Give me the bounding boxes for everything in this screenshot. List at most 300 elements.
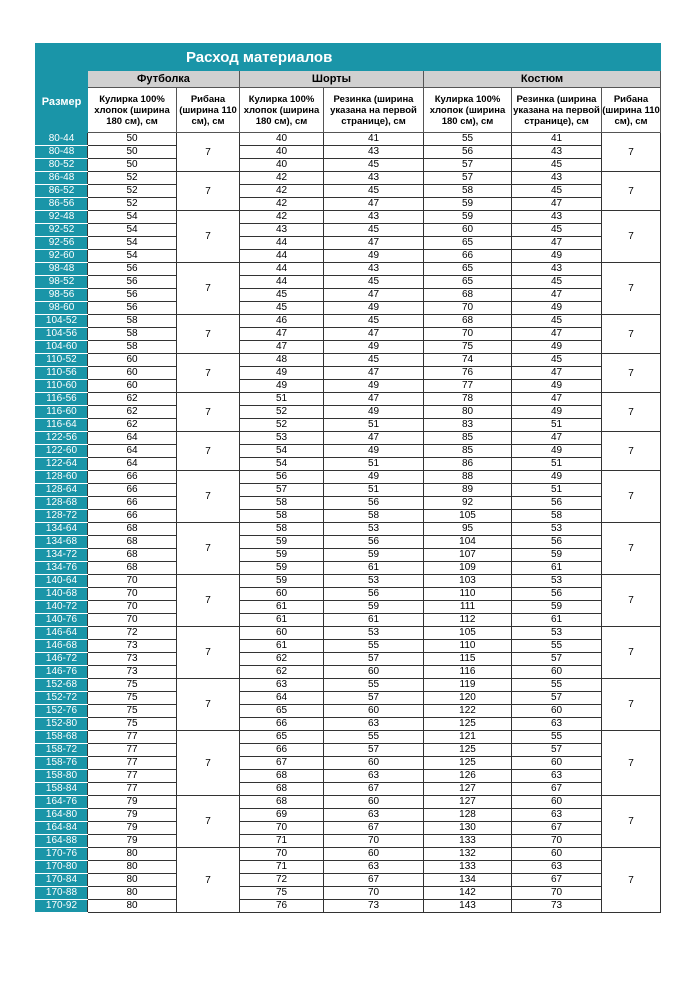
size-cell: 80-52 (36, 159, 88, 172)
tshirt-cotton-cell: 50 (88, 146, 177, 159)
table-row (36, 796, 661, 809)
shorts-cotton-cell: 59 (240, 575, 324, 588)
suit-elastic-cell: 47 (512, 328, 602, 341)
suit-elastic-cell: 63 (512, 861, 602, 874)
table-row (36, 523, 661, 536)
suit-elastic-cell: 63 (512, 770, 602, 783)
shorts-cotton-cell: 44 (240, 237, 324, 250)
size-cell: 110-60 (36, 380, 88, 393)
tshirt-cotton-cell: 60 (88, 367, 177, 380)
table-row (36, 289, 661, 302)
shorts-elastic-cell: 51 (324, 484, 424, 497)
table-row (36, 887, 661, 900)
suit-cotton-cell: 83 (424, 419, 512, 432)
size-cell: 164-80 (36, 809, 88, 822)
suit-elastic-cell: 47 (512, 367, 602, 380)
tshirt-rib-cell: 7 (177, 575, 240, 627)
suit-elastic-cell: 61 (512, 614, 602, 627)
shorts-cotton-cell: 45 (240, 289, 324, 302)
tshirt-cotton-cell: 73 (88, 640, 177, 653)
suit-elastic-cell: 60 (512, 666, 602, 679)
tshirt-rib-cell: 7 (177, 263, 240, 315)
shorts-elastic-cell: 60 (324, 666, 424, 679)
suit-elastic-cell: 61 (512, 562, 602, 575)
tshirt-rib-cell: 7 (177, 354, 240, 393)
size-cell: 128-68 (36, 497, 88, 510)
size-cell: 146-72 (36, 653, 88, 666)
table-row (36, 315, 661, 328)
table-row (36, 757, 661, 770)
tshirt-cotton-cell: 62 (88, 406, 177, 419)
tshirt-cotton-cell: 68 (88, 562, 177, 575)
shorts-cotton-cell: 40 (240, 133, 324, 146)
suit-cotton-cell: 122 (424, 705, 512, 718)
size-cell: 92-52 (36, 224, 88, 237)
shorts-elastic-cell: 61 (324, 614, 424, 627)
suit-rib-cell: 7 (602, 523, 661, 575)
shorts-cotton-cell: 42 (240, 172, 324, 185)
size-cell: 140-72 (36, 601, 88, 614)
table-row (36, 510, 661, 523)
suit-cotton-cell: 134 (424, 874, 512, 887)
tshirt-cotton-cell: 70 (88, 601, 177, 614)
tshirt-cotton-cell: 66 (88, 497, 177, 510)
table-body (36, 133, 661, 913)
suit-elastic-cell: 45 (512, 224, 602, 237)
suit-cotton-cell: 125 (424, 718, 512, 731)
tshirt-cotton-cell: 52 (88, 185, 177, 198)
suit-cotton-cell: 74 (424, 354, 512, 367)
shorts-cotton-cell: 70 (240, 848, 324, 861)
shorts-elastic-cell: 45 (324, 159, 424, 172)
suit-cotton-cell: 68 (424, 289, 512, 302)
shorts-elastic-cell: 45 (324, 224, 424, 237)
shorts-cotton-cell: 63 (240, 679, 324, 692)
size-cell: 92-56 (36, 237, 88, 250)
shorts-cotton-cell: 72 (240, 874, 324, 887)
tshirt-rib-cell: 7 (177, 627, 240, 679)
suit-elastic-cell: 45 (512, 159, 602, 172)
size-cell: 134-68 (36, 536, 88, 549)
table-row (36, 536, 661, 549)
shorts-cotton-cell: 65 (240, 705, 324, 718)
tshirt-cotton-cell: 58 (88, 341, 177, 354)
shorts-cotton-cell: 68 (240, 796, 324, 809)
tshirt-cotton-cell: 79 (88, 835, 177, 848)
shorts-elastic-cell: 60 (324, 757, 424, 770)
tshirt-rib-cell: 7 (177, 133, 240, 172)
table-row (36, 250, 661, 263)
table-row (36, 445, 661, 458)
suit-cotton-cell: 55 (424, 133, 512, 146)
shorts-elastic-cell: 55 (324, 640, 424, 653)
size-cell: 170-88 (36, 887, 88, 900)
shorts-elastic-cell: 43 (324, 172, 424, 185)
shorts-cotton-cell: 71 (240, 861, 324, 874)
suit-cotton-cell: 109 (424, 562, 512, 575)
suit-cotton-cell: 80 (424, 406, 512, 419)
suit-elastic-cell: 51 (512, 458, 602, 471)
size-cell: 128-64 (36, 484, 88, 497)
size-cell: 170-92 (36, 900, 88, 913)
suit-elastic-cell: 45 (512, 185, 602, 198)
suit-cotton-cell: 89 (424, 484, 512, 497)
suit-cotton-cell: 125 (424, 744, 512, 757)
tshirt-cotton-cell: 66 (88, 484, 177, 497)
size-cell: 86-56 (36, 198, 88, 211)
suit-rib-cell: 7 (602, 315, 661, 354)
tshirt-cotton-cell: 75 (88, 692, 177, 705)
suit-cotton-cell: 110 (424, 588, 512, 601)
suit-cotton-cell: 76 (424, 367, 512, 380)
tshirt-cotton-cell: 70 (88, 588, 177, 601)
tshirt-rib-cell: 7 (177, 848, 240, 913)
suit-cotton-cell: 75 (424, 341, 512, 354)
shorts-cotton-cell: 42 (240, 198, 324, 211)
table-row (36, 679, 661, 692)
suit-elastic-cell: 43 (512, 263, 602, 276)
size-cell: 146-64 (36, 627, 88, 640)
suit-cotton-cell: 128 (424, 809, 512, 822)
shorts-elastic-cell: 49 (324, 250, 424, 263)
tshirt-cotton-cell: 80 (88, 861, 177, 874)
shorts-elastic-cell: 63 (324, 770, 424, 783)
shorts-cotton-cell: 58 (240, 510, 324, 523)
tshirt-rib-cell: 7 (177, 211, 240, 263)
size-cell: 152-80 (36, 718, 88, 731)
shorts-elastic-cell: 47 (324, 393, 424, 406)
suit-cotton-cell: 57 (424, 159, 512, 172)
shorts-elastic-cell: 70 (324, 835, 424, 848)
suit-cotton-cell: 66 (424, 250, 512, 263)
shorts-elastic-cell: 47 (324, 328, 424, 341)
suit-cotton-cell: 60 (424, 224, 512, 237)
table-row (36, 393, 661, 406)
table-row (36, 848, 661, 861)
col-header-tshirt-cotton: Кулирка 100% хлопок (ширина 180 см), см (88, 88, 177, 133)
table-row (36, 354, 661, 367)
shorts-elastic-cell: 49 (324, 406, 424, 419)
shorts-elastic-cell: 57 (324, 692, 424, 705)
size-cell: 140-76 (36, 614, 88, 627)
table-row (36, 185, 661, 198)
table-row (36, 432, 661, 445)
size-cell: 170-80 (36, 861, 88, 874)
suit-elastic-cell: 67 (512, 783, 602, 796)
shorts-cotton-cell: 52 (240, 419, 324, 432)
shorts-cotton-cell: 66 (240, 744, 324, 757)
tshirt-cotton-cell: 64 (88, 458, 177, 471)
tshirt-cotton-cell: 70 (88, 575, 177, 588)
suit-cotton-cell: 85 (424, 432, 512, 445)
suit-elastic-cell: 51 (512, 419, 602, 432)
size-cell: 158-80 (36, 770, 88, 783)
size-cell: 158-68 (36, 731, 88, 744)
shorts-cotton-cell: 68 (240, 783, 324, 796)
size-cell: 134-64 (36, 523, 88, 536)
suit-cotton-cell: 120 (424, 692, 512, 705)
size-header: Размер (36, 71, 88, 133)
suit-cotton-cell: 127 (424, 783, 512, 796)
size-cell: 104-60 (36, 341, 88, 354)
table-row (36, 380, 661, 393)
tshirt-cotton-cell: 50 (88, 159, 177, 172)
size-cell: 164-84 (36, 822, 88, 835)
suit-elastic-cell: 56 (512, 536, 602, 549)
tshirt-cotton-cell: 73 (88, 666, 177, 679)
shorts-elastic-cell: 51 (324, 419, 424, 432)
tshirt-rib-cell: 7 (177, 679, 240, 731)
suit-elastic-cell: 60 (512, 796, 602, 809)
shorts-cotton-cell: 59 (240, 549, 324, 562)
suit-elastic-cell: 45 (512, 354, 602, 367)
suit-elastic-cell: 49 (512, 445, 602, 458)
shorts-elastic-cell: 49 (324, 380, 424, 393)
shorts-elastic-cell: 53 (324, 575, 424, 588)
col-header-shorts-cotton: Кулирка 100% хлопок (ширина 180 см), см (240, 88, 324, 133)
tshirt-cotton-cell: 80 (88, 900, 177, 913)
shorts-elastic-cell: 47 (324, 432, 424, 445)
tshirt-cotton-cell: 77 (88, 757, 177, 770)
shorts-cotton-cell: 61 (240, 601, 324, 614)
shorts-elastic-cell: 67 (324, 874, 424, 887)
suit-cotton-cell: 85 (424, 445, 512, 458)
table-row (36, 835, 661, 848)
suit-cotton-cell: 65 (424, 263, 512, 276)
table-row (36, 601, 661, 614)
suit-elastic-cell: 57 (512, 653, 602, 666)
tshirt-cotton-cell: 54 (88, 211, 177, 224)
table-row (36, 224, 661, 237)
suit-cotton-cell: 105 (424, 510, 512, 523)
shorts-cotton-cell: 75 (240, 887, 324, 900)
shorts-cotton-cell: 40 (240, 159, 324, 172)
shorts-cotton-cell: 49 (240, 367, 324, 380)
tshirt-cotton-cell: 66 (88, 471, 177, 484)
suit-cotton-cell: 59 (424, 211, 512, 224)
tshirt-cotton-cell: 52 (88, 198, 177, 211)
tshirt-cotton-cell: 70 (88, 614, 177, 627)
tshirt-cotton-cell: 54 (88, 237, 177, 250)
suit-elastic-cell: 49 (512, 471, 602, 484)
table-row (36, 146, 661, 159)
shorts-elastic-cell: 73 (324, 900, 424, 913)
tshirt-rib-cell: 7 (177, 315, 240, 354)
suit-elastic-cell: 55 (512, 679, 602, 692)
shorts-cotton-cell: 71 (240, 835, 324, 848)
size-cell: 152-68 (36, 679, 88, 692)
suit-rib-cell: 7 (602, 354, 661, 393)
shorts-cotton-cell: 45 (240, 302, 324, 315)
suit-elastic-cell: 58 (512, 510, 602, 523)
table-row (36, 718, 661, 731)
tshirt-cotton-cell: 79 (88, 822, 177, 835)
size-cell: 164-76 (36, 796, 88, 809)
suit-rib-cell: 7 (602, 848, 661, 913)
tshirt-cotton-cell: 56 (88, 263, 177, 276)
table-row (36, 705, 661, 718)
suit-elastic-cell: 45 (512, 315, 602, 328)
tshirt-cotton-cell: 66 (88, 510, 177, 523)
suit-cotton-cell: 57 (424, 172, 512, 185)
suit-elastic-cell: 57 (512, 692, 602, 705)
tshirt-cotton-cell: 52 (88, 172, 177, 185)
tshirt-cotton-cell: 68 (88, 549, 177, 562)
tshirt-cotton-cell: 62 (88, 393, 177, 406)
tshirt-cotton-cell: 60 (88, 380, 177, 393)
size-cell: 164-88 (36, 835, 88, 848)
suit-cotton-cell: 59 (424, 198, 512, 211)
suit-elastic-cell: 43 (512, 172, 602, 185)
suit-cotton-cell: 95 (424, 523, 512, 536)
suit-elastic-cell: 49 (512, 406, 602, 419)
tshirt-cotton-cell: 58 (88, 328, 177, 341)
shorts-elastic-cell: 47 (324, 367, 424, 380)
shorts-elastic-cell: 49 (324, 445, 424, 458)
suit-elastic-cell: 56 (512, 497, 602, 510)
suit-elastic-cell: 43 (512, 146, 602, 159)
shorts-cotton-cell: 60 (240, 588, 324, 601)
shorts-cotton-cell: 52 (240, 406, 324, 419)
shorts-cotton-cell: 61 (240, 614, 324, 627)
size-cell: 110-52 (36, 354, 88, 367)
suit-elastic-cell: 55 (512, 640, 602, 653)
suit-elastic-cell: 53 (512, 575, 602, 588)
table-row (36, 588, 661, 601)
shorts-cotton-cell: 62 (240, 666, 324, 679)
tshirt-cotton-cell: 75 (88, 679, 177, 692)
suit-elastic-cell: 47 (512, 432, 602, 445)
suit-cotton-cell: 86 (424, 458, 512, 471)
suit-elastic-cell: 59 (512, 549, 602, 562)
tshirt-cotton-cell: 75 (88, 718, 177, 731)
shorts-elastic-cell: 60 (324, 796, 424, 809)
size-cell: 146-68 (36, 640, 88, 653)
shorts-elastic-cell: 43 (324, 146, 424, 159)
suit-cotton-cell: 92 (424, 497, 512, 510)
suit-cotton-cell: 133 (424, 835, 512, 848)
suit-elastic-cell: 45 (512, 276, 602, 289)
shorts-elastic-cell: 67 (324, 822, 424, 835)
size-cell: 80-48 (36, 146, 88, 159)
suit-cotton-cell: 143 (424, 900, 512, 913)
size-cell: 98-56 (36, 289, 88, 302)
table-row (36, 302, 661, 315)
suit-rib-cell: 7 (602, 627, 661, 679)
shorts-elastic-cell: 45 (324, 354, 424, 367)
tshirt-cotton-cell: 54 (88, 250, 177, 263)
shorts-cotton-cell: 54 (240, 445, 324, 458)
tshirt-cotton-cell: 58 (88, 315, 177, 328)
suit-cotton-cell: 142 (424, 887, 512, 900)
suit-rib-cell: 7 (602, 796, 661, 848)
shorts-elastic-cell: 61 (324, 562, 424, 575)
suit-elastic-cell: 56 (512, 588, 602, 601)
shorts-elastic-cell: 45 (324, 315, 424, 328)
shorts-cotton-cell: 76 (240, 900, 324, 913)
tshirt-cotton-cell: 77 (88, 783, 177, 796)
shorts-elastic-cell: 56 (324, 497, 424, 510)
table-row (36, 237, 661, 250)
suit-elastic-cell: 51 (512, 484, 602, 497)
suit-cotton-cell: 132 (424, 848, 512, 861)
shorts-elastic-cell: 60 (324, 848, 424, 861)
suit-cotton-cell: 88 (424, 471, 512, 484)
suit-rib-cell: 7 (602, 211, 661, 263)
suit-elastic-cell: 47 (512, 289, 602, 302)
shorts-elastic-cell: 47 (324, 237, 424, 250)
tshirt-cotton-cell: 80 (88, 887, 177, 900)
suit-cotton-cell: 111 (424, 601, 512, 614)
size-cell: 80-44 (36, 133, 88, 146)
shorts-elastic-cell: 45 (324, 185, 424, 198)
shorts-cotton-cell: 42 (240, 185, 324, 198)
shorts-elastic-cell: 55 (324, 731, 424, 744)
shorts-cotton-cell: 58 (240, 497, 324, 510)
suit-cotton-cell: 65 (424, 276, 512, 289)
shorts-elastic-cell: 57 (324, 653, 424, 666)
tshirt-rib-cell: 7 (177, 796, 240, 848)
suit-cotton-cell: 78 (424, 393, 512, 406)
shorts-elastic-cell: 49 (324, 302, 424, 315)
tshirt-cotton-cell: 64 (88, 445, 177, 458)
shorts-elastic-cell: 47 (324, 289, 424, 302)
suit-cotton-cell: 58 (424, 185, 512, 198)
tshirt-cotton-cell: 79 (88, 796, 177, 809)
table-row (36, 744, 661, 757)
tshirt-cotton-cell: 64 (88, 432, 177, 445)
shorts-elastic-cell: 59 (324, 601, 424, 614)
shorts-cotton-cell: 64 (240, 692, 324, 705)
size-cell: 98-48 (36, 263, 88, 276)
suit-cotton-cell: 68 (424, 315, 512, 328)
tshirt-cotton-cell: 79 (88, 809, 177, 822)
table-title: Расход материалов (36, 44, 661, 71)
table-row (36, 263, 661, 276)
suit-cotton-cell: 105 (424, 627, 512, 640)
suit-elastic-cell: 47 (512, 198, 602, 211)
shorts-cotton-cell: 42 (240, 211, 324, 224)
suit-elastic-cell: 63 (512, 809, 602, 822)
suit-rib-cell: 7 (602, 679, 661, 731)
materials-table (35, 43, 661, 913)
suit-cotton-cell: 56 (424, 146, 512, 159)
shorts-cotton-cell: 61 (240, 640, 324, 653)
suit-cotton-cell: 70 (424, 302, 512, 315)
table-row (36, 484, 661, 497)
suit-elastic-cell: 47 (512, 393, 602, 406)
shorts-cotton-cell: 56 (240, 471, 324, 484)
shorts-cotton-cell: 49 (240, 380, 324, 393)
tshirt-cotton-cell: 60 (88, 354, 177, 367)
suit-rib-cell: 7 (602, 471, 661, 523)
table-row (36, 692, 661, 705)
shorts-cotton-cell: 47 (240, 341, 324, 354)
suit-elastic-cell: 47 (512, 237, 602, 250)
tshirt-cotton-cell: 56 (88, 302, 177, 315)
suit-cotton-cell: 107 (424, 549, 512, 562)
size-cell: 92-48 (36, 211, 88, 224)
suit-elastic-cell: 70 (512, 887, 602, 900)
shorts-elastic-cell: 49 (324, 471, 424, 484)
size-cell: 158-76 (36, 757, 88, 770)
suit-cotton-cell: 77 (424, 380, 512, 393)
shorts-cotton-cell: 43 (240, 224, 324, 237)
suit-cotton-cell: 121 (424, 731, 512, 744)
table-row (36, 666, 661, 679)
shorts-cotton-cell: 62 (240, 653, 324, 666)
size-cell: 134-72 (36, 549, 88, 562)
